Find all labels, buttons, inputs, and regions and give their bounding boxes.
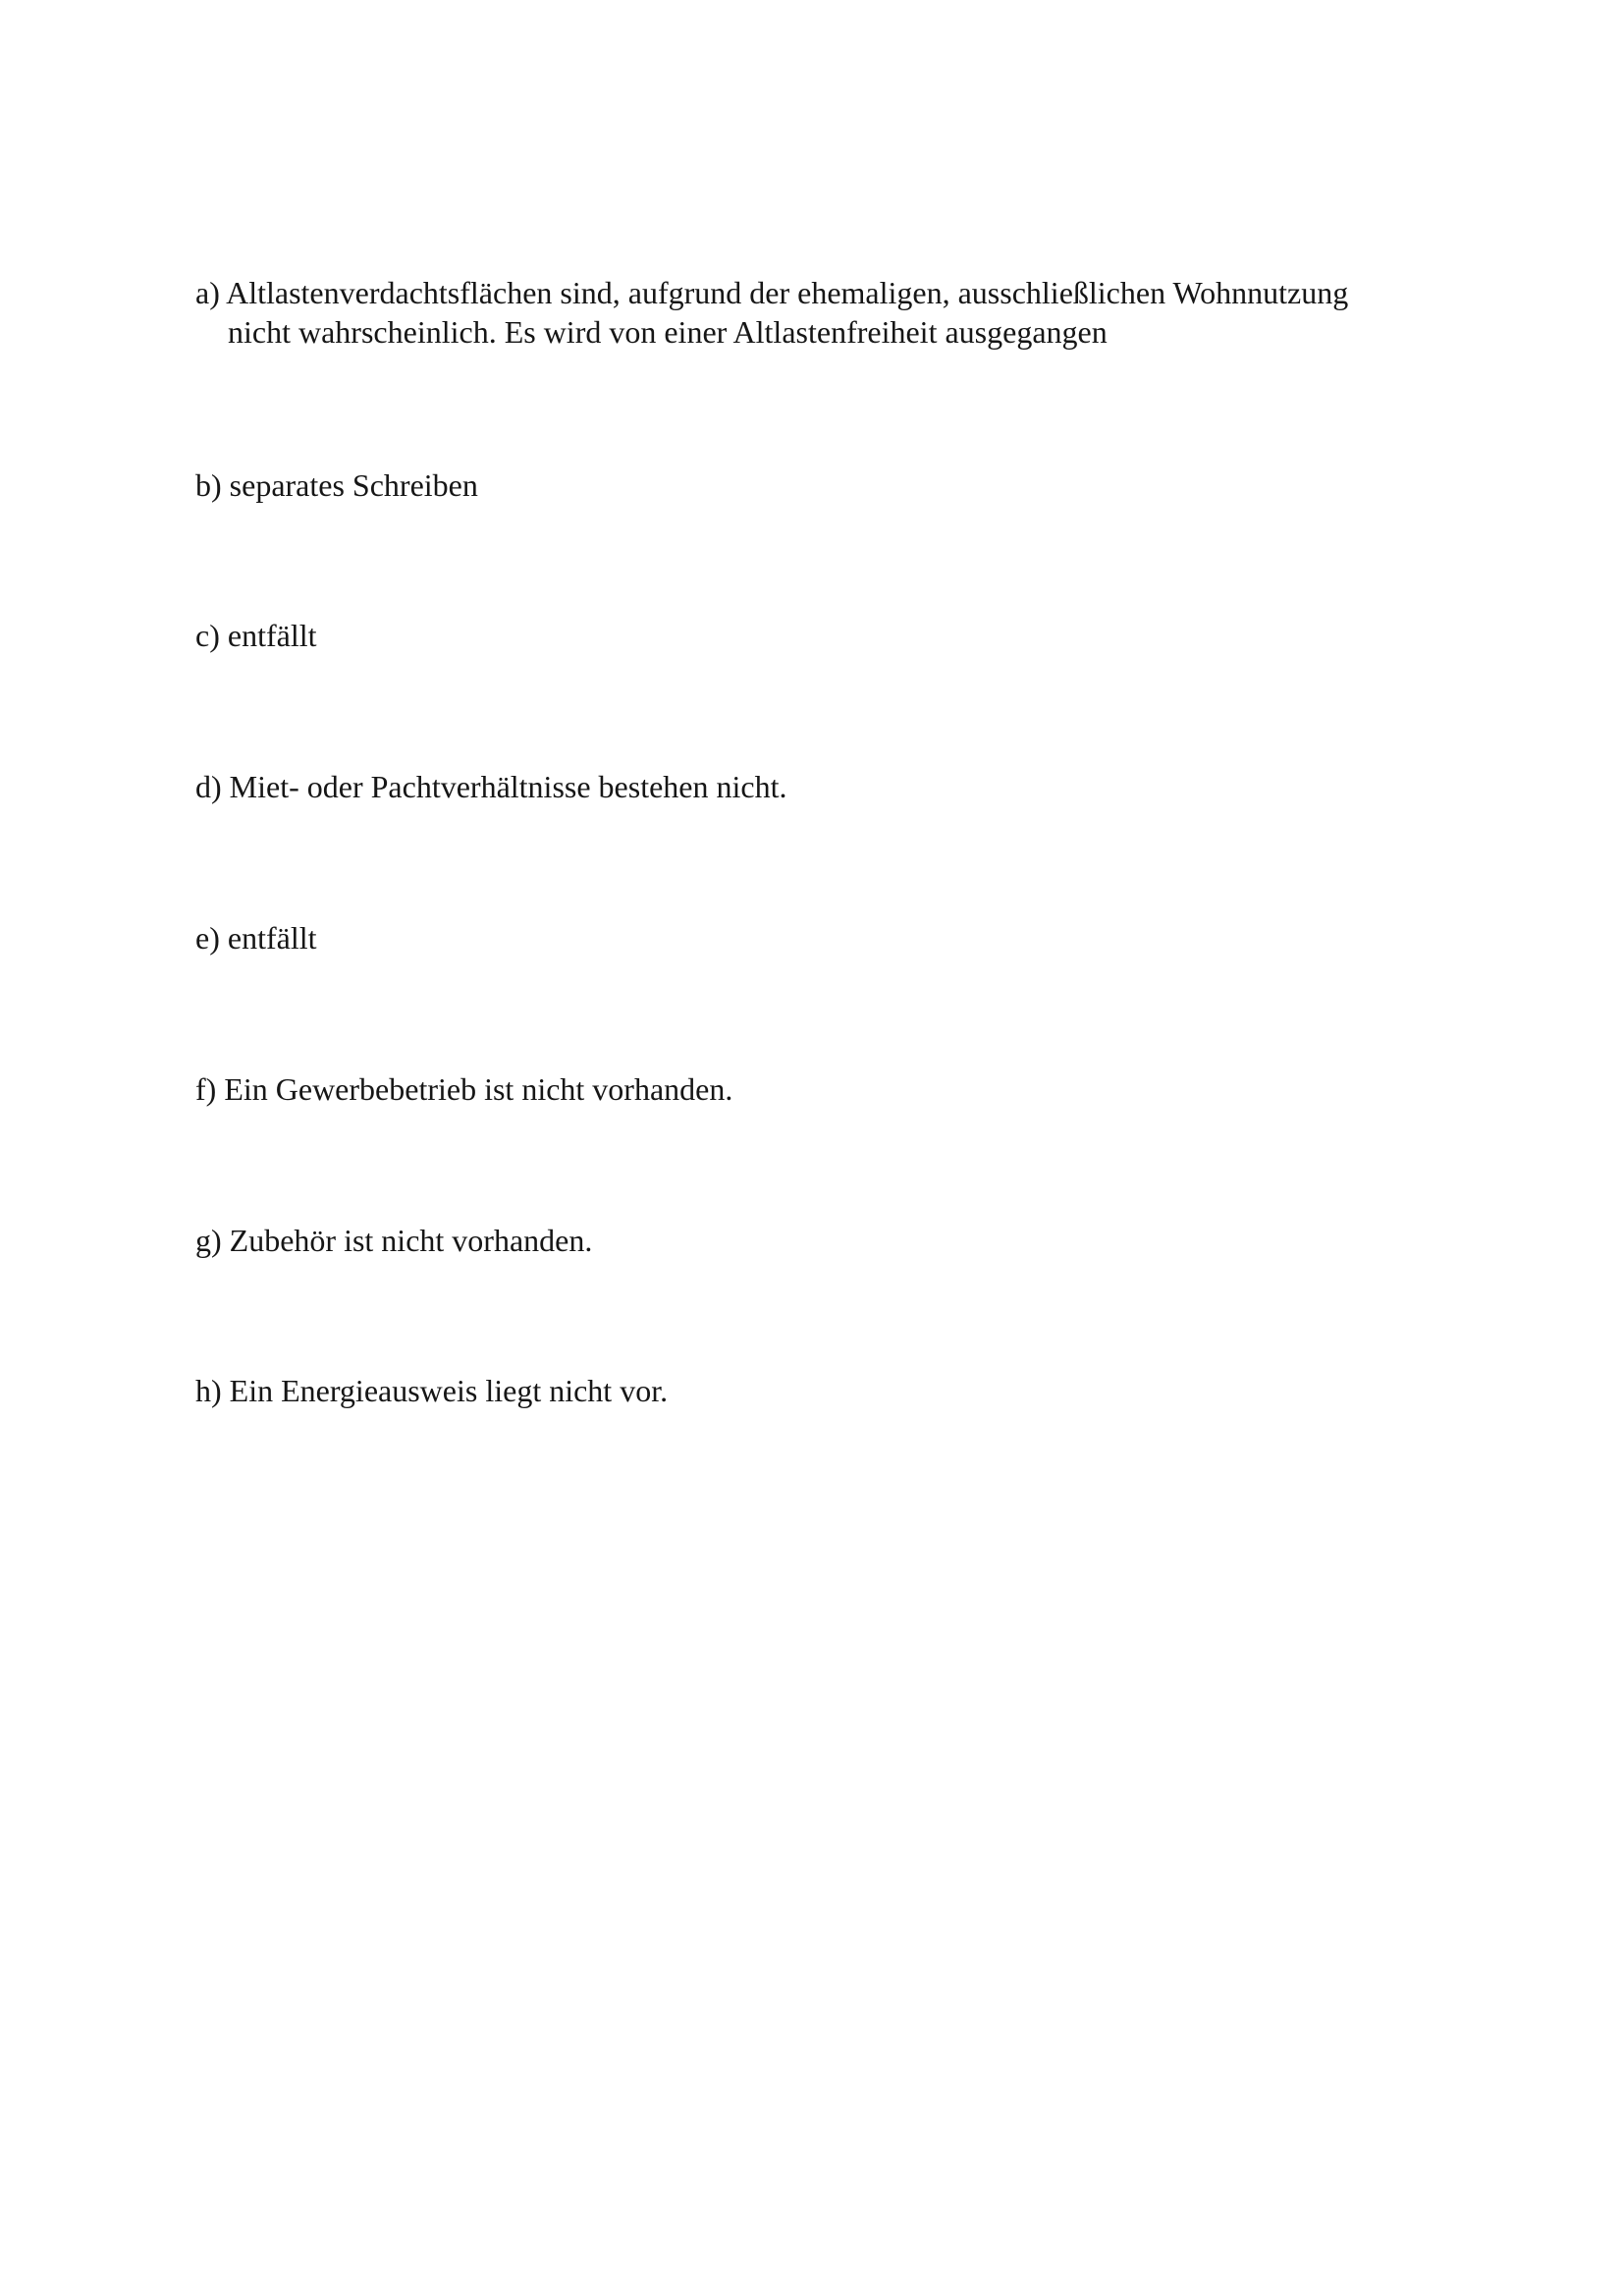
item-h-text: h) Ein Energieausweis liegt nicht vor. — [195, 1373, 669, 1408]
item-a-line-2: nicht wahrscheinlich. Es wird von einer Altlastenfreiheit ausgegangen — [228, 314, 1108, 350]
list-item-h — [195, 1371, 1472, 1410]
list-item-a — [195, 273, 1472, 352]
list-item-f — [195, 1069, 1472, 1109]
item-a-line-1: a) Altlastenverdachtsflächen sind, aufgrund der ehemaligen, ausschließlichen Wohnnutzung — [195, 275, 1349, 310]
item-b-text: b) separates Schreiben — [195, 467, 478, 503]
item-d-text: d) Miet- oder Pachtverhältnisse bestehen nicht. — [195, 769, 787, 804]
list-item-b — [195, 465, 1472, 505]
item-f-text: f) Ein Gewerbebetrieb ist nicht vorhanden. — [195, 1071, 733, 1107]
item-g-text: g) Zubehör ist nicht vorhanden. — [195, 1223, 593, 1258]
list-item-c — [195, 616, 1472, 655]
list-item-d — [195, 767, 1472, 806]
list-item-g — [195, 1221, 1472, 1260]
item-e-text: e) entfällt — [195, 920, 317, 956]
item-c-text: c) entfällt — [195, 618, 317, 653]
list-item-e — [195, 918, 1472, 957]
